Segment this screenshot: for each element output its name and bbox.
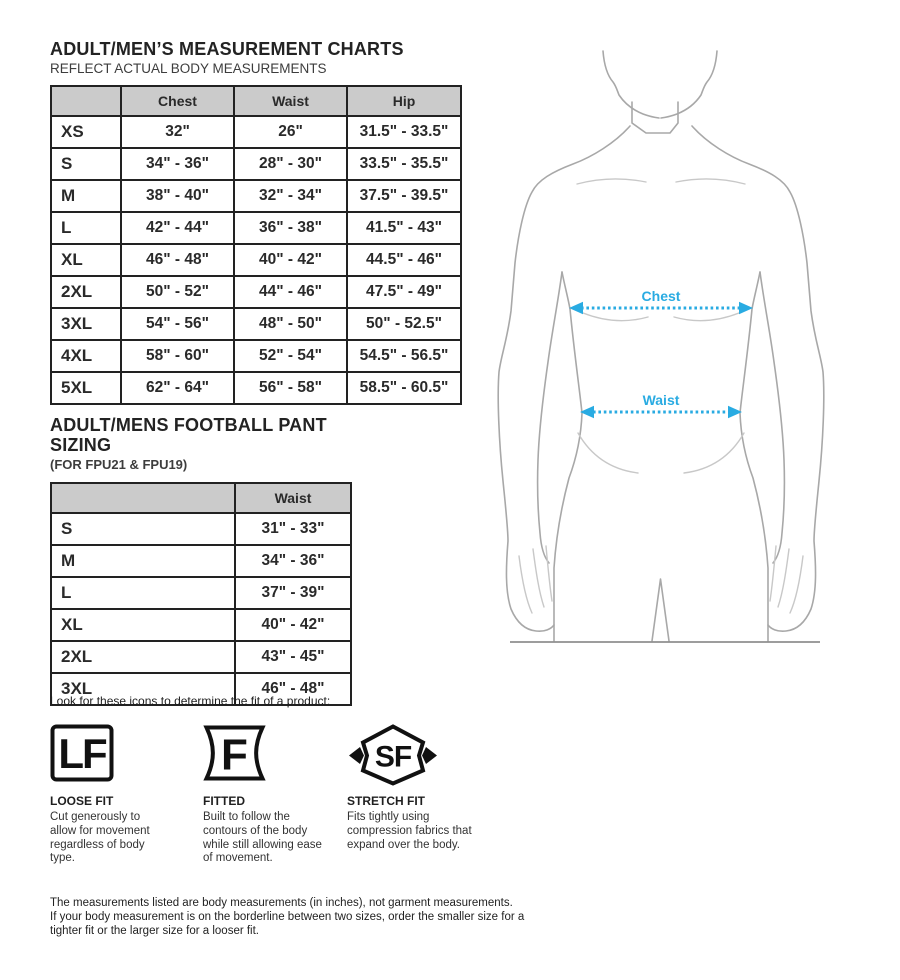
chest-cell: 46" - 48" (121, 244, 234, 276)
measurement-chart-subtitle: REFLECT ACTUAL BODY MEASUREMENTS (50, 61, 327, 76)
stretch-right-arrow (422, 747, 437, 764)
size-cell: 2XL (51, 276, 121, 308)
stretch-fit-name: STRETCH FIT (347, 794, 425, 808)
hip-cell: 37.5" - 39.5" (347, 180, 461, 212)
waist-cell: 46" - 48" (235, 673, 351, 705)
waist-arrow-label: Waist (642, 392, 680, 408)
size-cell: M (51, 180, 121, 212)
table-row (51, 513, 351, 545)
size-cell: XL (51, 609, 235, 641)
hip-cell: 47.5" - 49" (347, 276, 461, 308)
hip-cell: 33.5" - 35.5" (347, 148, 461, 180)
hip-cell: 31.5" - 33.5" (347, 116, 461, 148)
loose-fit-letters: LF (58, 730, 106, 777)
measurement-table (50, 85, 462, 405)
hip-cell: 41.5" - 43" (347, 212, 461, 244)
chest-cell: 34" - 36" (121, 148, 234, 180)
chest-cell: 62" - 64" (121, 372, 234, 404)
table-row (51, 116, 461, 148)
chest-cell: 42" - 44" (121, 212, 234, 244)
footnote-line-2: If your body measurement is on the borderline between two sizes, order the smaller size for a tighter fit or the larger size for a looser fit. (50, 911, 525, 938)
fit-guide-intro: Look for these icons to determine the fit of a product: (50, 694, 331, 708)
size-cell: 2XL (51, 641, 235, 673)
header-waist-cell: Waist (234, 86, 347, 116)
waist-cell: 48" - 50" (234, 308, 347, 340)
waist-cell: 52" - 54" (234, 340, 347, 372)
stretch-fit-description: Fits tightly using compression fabrics that expand over the body. (347, 811, 472, 851)
header-size-cell (51, 483, 235, 513)
pant-sizing-subtitle: (FOR FPU21 & FPU19) (50, 457, 188, 472)
table-row (51, 276, 461, 308)
measurement-chart-title: ADULT/MEN’S MEASUREMENT CHARTS (50, 39, 404, 59)
loose-fit-description: Cut generously to allow for movement regardless of body type. (50, 811, 150, 865)
size-cell: 4XL (51, 340, 121, 372)
table-row (51, 308, 461, 340)
table-row (51, 641, 351, 673)
waist-cell: 32" - 34" (234, 180, 347, 212)
header-hip-cell: Hip (347, 86, 461, 116)
table-row (51, 212, 461, 244)
footnote-line-1: The measurements listed are body measurements (in inches), not garment measurements. (50, 897, 513, 909)
waist-cell: 28" - 30" (234, 148, 347, 180)
chest-cell: 38" - 40" (121, 180, 234, 212)
chest-cell: 58" - 60" (121, 340, 234, 372)
chest-cell: 32" (121, 116, 234, 148)
waist-cell: 31" - 33" (235, 513, 351, 545)
table-row (51, 577, 351, 609)
header-chest-cell: Chest (121, 86, 234, 116)
waist-cell: 36" - 38" (234, 212, 347, 244)
fit-item-fitted (203, 724, 335, 866)
hip-cell: 54.5" - 56.5" (347, 340, 461, 372)
chest-arrow (569, 288, 753, 314)
waist-cell: 44" - 46" (234, 276, 347, 308)
size-cell: L (51, 577, 235, 609)
size-cell: S (51, 513, 235, 545)
fit-item-loose-fit (50, 724, 182, 866)
measurement-table-header-row (51, 86, 461, 116)
loose-fit-name: LOOSE FIT (50, 794, 114, 808)
table-row (51, 244, 461, 276)
size-cell: S (51, 148, 121, 180)
size-cell: XS (51, 116, 121, 148)
size-cell: 3XL (51, 308, 121, 340)
measurement-chart-section (50, 39, 470, 405)
body-diagram (480, 0, 900, 660)
hip-cell: 58.5" - 60.5" (347, 372, 461, 404)
pant-sizing-table (50, 482, 352, 706)
chest-cell: 54" - 56" (121, 308, 234, 340)
fitted-letter: F (221, 730, 248, 780)
loose-fit-icon (50, 724, 182, 790)
waist-cell: 40" - 42" (235, 609, 351, 641)
fitted-icon (203, 724, 335, 790)
waist-cell: 40" - 42" (234, 244, 347, 276)
pant-sizing-title: ADULT/MENS FOOTBALL PANT SIZING (50, 415, 327, 455)
header-waist-cell: Waist (235, 483, 351, 513)
waist-cell: 26" (234, 116, 347, 148)
fit-guide-section (50, 694, 490, 884)
table-row (51, 545, 351, 577)
footnote (50, 896, 555, 938)
size-cell: L (51, 212, 121, 244)
table-row (51, 340, 461, 372)
stretch-fit-icon (347, 724, 479, 790)
stretch-left-arrow (349, 747, 364, 764)
table-row (51, 180, 461, 212)
table-row (51, 372, 461, 404)
table-row (51, 148, 461, 180)
chest-cell: 50" - 52" (121, 276, 234, 308)
size-cell: M (51, 545, 235, 577)
size-cell: 3XL (51, 673, 235, 705)
pant-table-header-row (51, 483, 351, 513)
stretch-fit-letters: SF (374, 740, 412, 774)
waist-arrow (580, 392, 742, 418)
hip-cell: 44.5" - 46" (347, 244, 461, 276)
waist-cell: 34" - 36" (235, 545, 351, 577)
size-cell: 5XL (51, 372, 121, 404)
fitted-name: FITTED (203, 794, 245, 808)
fitted-description: Built to follow the contours of the body while still allowing ease of movement. (203, 811, 322, 865)
waist-cell: 56" - 58" (234, 372, 347, 404)
waist-cell: 43" - 45" (235, 641, 351, 673)
table-row (51, 609, 351, 641)
hip-cell: 50" - 52.5" (347, 308, 461, 340)
fit-item-stretch-fit (347, 724, 479, 852)
chest-arrow-label: Chest (641, 288, 681, 304)
waist-cell: 37" - 39" (235, 577, 351, 609)
size-cell: XL (51, 244, 121, 276)
pant-sizing-section (50, 415, 370, 706)
header-size-cell (51, 86, 121, 116)
